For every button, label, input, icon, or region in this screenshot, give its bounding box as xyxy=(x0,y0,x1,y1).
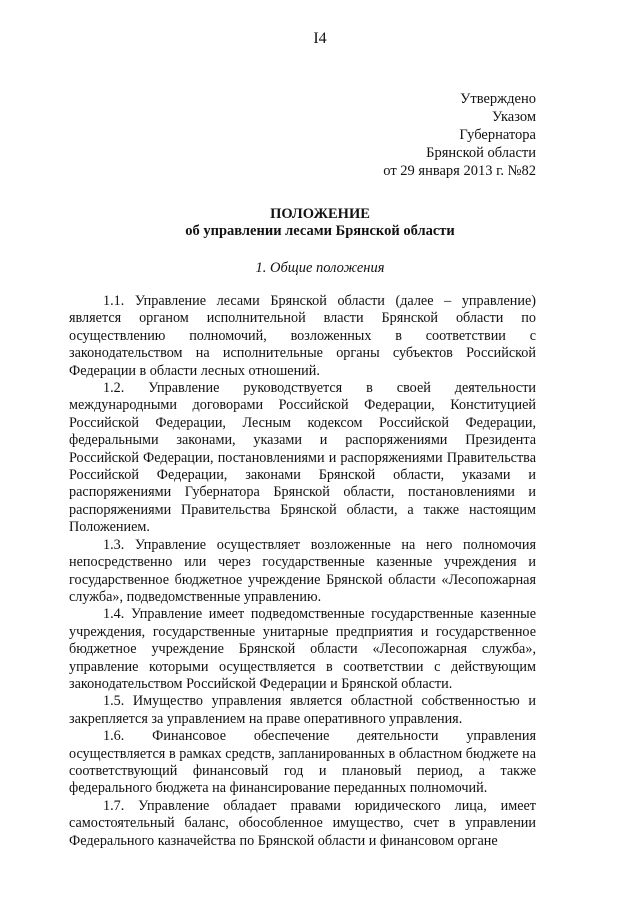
document-body xyxy=(69,293,536,850)
approval-line: от 29 января 2013 г. №82 xyxy=(383,163,536,179)
approval-line: Губернатора xyxy=(459,127,536,143)
title-subtitle: об управлении лесами Брянской области xyxy=(185,223,455,239)
paragraph-1-5: 1.5. Имущество управления является областной собственностью и закрепляется за управлением на праве оперативного управления. xyxy=(69,693,536,727)
approval-line: Указом xyxy=(491,109,536,125)
approval-line: Утверждено xyxy=(460,91,536,107)
paragraph-1-2: 1.2. Управление руководствуется в своей деятельности международными договорами Российской Федерации, Конституцией Российской Федерации, Лесным кодексом Российской Федерации, федеральными законами, указами и распоряжениями Президента Российской Федерации, постановлениями и распоряжениями Правительства Российской Федерации, законами Брянской области, указами и распоряжениями Губернатора Брянской области, постановлениями и распоряжениями Правительства Брянской области, а также настоящим Положением. xyxy=(69,380,536,536)
paragraph-1-4: 1.4. Управление имеет подведомственные государственные казенные учреждения, государственные унитарные предприятия и государственное бюджетное учреждение Брянской области «Лесопожарная служба», управление которыми осуществляется в соответствии с действующим законодательством Российской Федерации и Брянской области. xyxy=(69,606,536,692)
paragraph-1-1: 1.1. Управление лесами Брянской области (далее – управление) является органом исполнительной власти Брянской области по осуществлению полномочий, возложенных в соответствии с законодательством на исполнительные органы субъектов Российской Федерации в области лесных отношений. xyxy=(69,293,536,379)
section-heading: 1. Общие положения xyxy=(255,260,385,276)
paragraph-1-6: 1.6. Финансовое обеспечение деятельности управления осуществляется в рамках средств, запланированных в областном бюджете на соответствующий финансовый год и плановый период, а также федерального бюджета на финансирование переданных полномочий. xyxy=(69,728,536,797)
title-main: ПОЛОЖЕНИЕ xyxy=(270,206,370,222)
approval-stamp xyxy=(383,90,536,180)
page-number: I4 xyxy=(313,30,327,47)
approval-line: Брянской области xyxy=(426,145,536,161)
paragraph-1-7: 1.7. Управление обладает правами юридического лица, имеет самостоятельный баланс, обособленное имущество, счет в управлении Федерального казначейства по Брянской области и финансовом органе xyxy=(69,797,536,849)
document-title xyxy=(0,206,640,240)
paragraph-1-3: 1.3. Управление осуществляет возложенные на него полномочия непосредственно или через государственные казенные учреждения и государственное бюджетное учреждение Брянской области «Лесопожарная служба», подведомственные управлению. xyxy=(69,536,536,605)
